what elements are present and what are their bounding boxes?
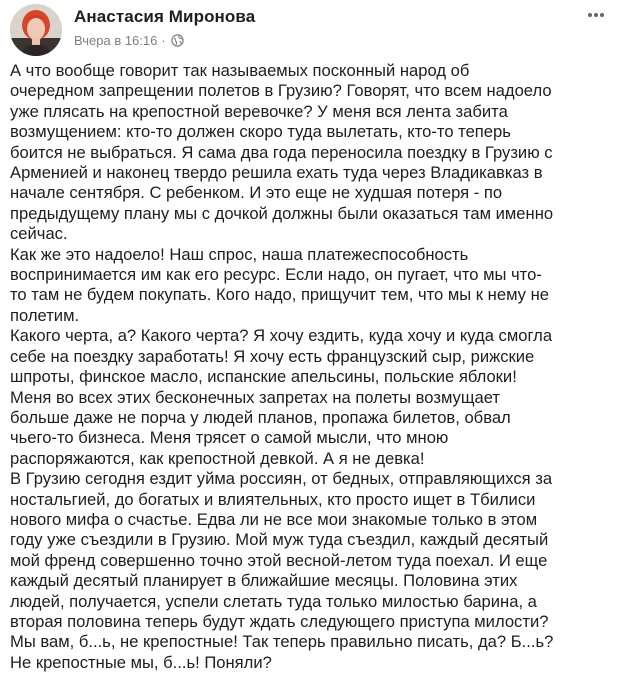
more-horizontal-icon[interactable] [584, 4, 608, 26]
post-header [10, 2, 610, 58]
post-text-line: мой френд совершенно точно этой весной-летом туда поехал. И еще [10, 550, 548, 570]
post-timestamp[interactable]: Вчера в 16:16 [74, 33, 158, 48]
post-text-line: году уже съездили в Грузию. Мой муж туда съездил, каждый десятый [10, 530, 549, 550]
post-text-line: возмущением: кто-то должен скоро туда вылетать, кто-то теперь [10, 122, 511, 142]
post-text-line: Меня во всех этих бесконечных запретах на полеты возмущает [10, 387, 501, 407]
avatar[interactable] [10, 4, 62, 56]
post-text-line: Арменией и наконец твердо решила ехать туда через Владикавказ в [10, 163, 543, 183]
post-meta [74, 33, 184, 48]
post-text-line: шпроты, финское масло, испанские апельсины, польские яблоки! [10, 367, 517, 387]
post-text-line: распоряжаются, как крепостной девкой. А я не девка! [10, 448, 425, 468]
post-text-line: В Грузию сегодня ездит уйма россиян, от бедных, отправляющихся за [10, 469, 553, 489]
post-text-line: людей, получается, успели слетать туда только милостью барина, а [10, 591, 537, 611]
post-text-line: вторая половина теперь будут ждать следующего приступа милости? [10, 611, 549, 631]
post-text [10, 61, 614, 673]
post-text-line: Какого черта, а? Какого черта? Я хочу ездить, куда хочу и куда смогла [10, 326, 553, 346]
post-text-line: чьего-то бизнеса. Меня трясет о самой мысли, что мною [10, 428, 449, 448]
post-text-line: Мы вам, б...ь, не крепостные! Так теперь правильно писать, да? Б...ь? [10, 632, 554, 652]
post-text-line: воспринимается им как его ресурс. Если надо, он пугает, что мы что- [10, 265, 542, 285]
post-text-line: больше даже не порча у людей планов, пропажа билетов, обвал [10, 407, 511, 427]
globe-icon[interactable] [171, 34, 184, 47]
post-text-line: полетим. [10, 305, 80, 325]
post-text-line: Не крепостные мы, б...ь! Поняли? [10, 652, 272, 672]
post-text-line: сейчас. [10, 224, 68, 244]
post-text-line: то там не будем покупать. Кого надо, прищучит тем, что мы к нему не [10, 285, 549, 305]
post-text-line: А что вообще говорит так называемых посконный народ об [10, 61, 470, 80]
avatar-image [10, 4, 62, 56]
meta-separator: · [161, 33, 166, 48]
post-text-line: боится не выбраться. Я сама два года переносила поездку в Грузию с [10, 142, 553, 162]
post-text-line: ностальгией, до богатых и влиятельных, кто просто ищет в Тбилиси [10, 489, 536, 509]
post-text-line: Как же это надоело! Наш спрос, наша платежеспособность [10, 244, 469, 264]
post-text-line: уже плясать на крепостной веревочке? У меня вся лента забита [10, 101, 508, 121]
post-text-line: себе на поездку заработать! Я хочу есть французский сыр, рижские [10, 346, 535, 366]
post-text-line: очередном запрещении полетов в Грузию? Говорят, что всем надоело [10, 81, 552, 101]
author-name[interactable]: Анастасия Миронова [74, 7, 256, 26]
post-text-line: каждый десятый планирует в ближайшие месяцы. Половина этих [10, 571, 518, 591]
post-text-line: предыдущему плану мы с дочкой должны были оказаться там именно [10, 203, 554, 223]
post-text-line: начале сентября. С ребенком. И это еще не худшая потеря - по [10, 183, 503, 203]
post-text-line: нового мифа о счастье. Едва ли не все мои знакомые только в этом [10, 509, 538, 529]
